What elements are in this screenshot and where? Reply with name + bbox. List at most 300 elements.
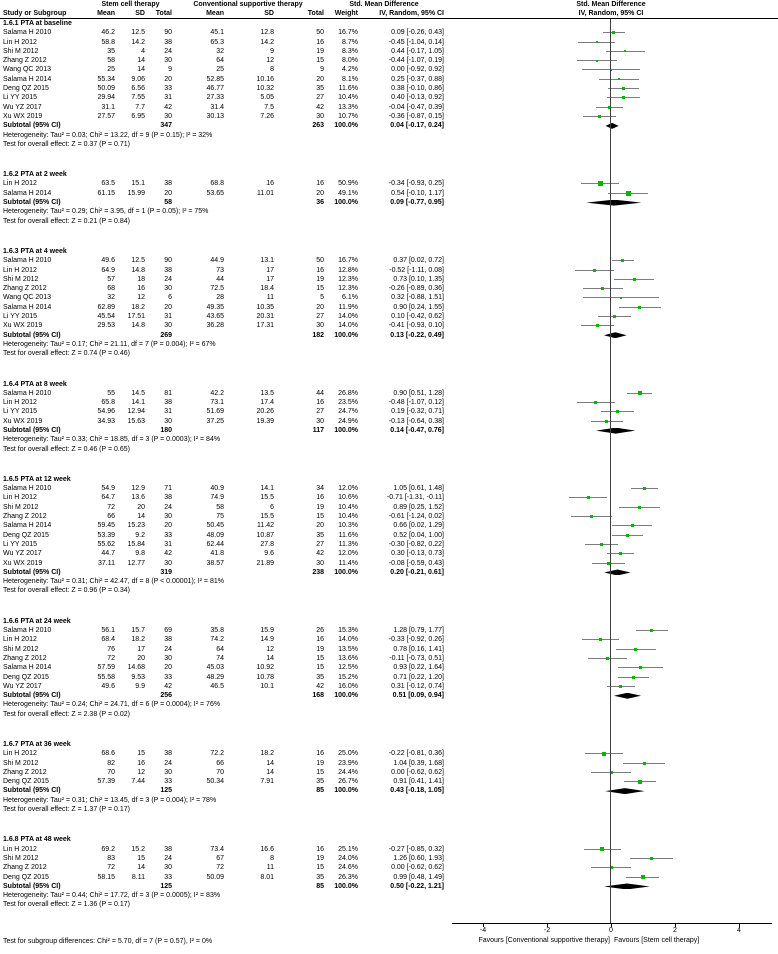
total-conv: 15 (316, 864, 324, 872)
sd-stem: 20 (137, 503, 145, 511)
subtotal-total-stem: 319 (160, 568, 172, 576)
subtotal-label: Subtotal (95% CI) (3, 331, 61, 339)
mean-conv: 43.65 (206, 313, 224, 321)
total-conv: 20 (316, 303, 324, 311)
blank (89, 786, 115, 795)
sd-stem: 9.53 (131, 673, 145, 681)
total-conv: 19 (316, 275, 324, 283)
study-name: Deng QZ 2015 (3, 85, 49, 93)
overall-effect-note-row (0, 586, 778, 595)
subtotal-weight: 100.0% (334, 331, 358, 339)
sd-stem: 12.94 (127, 408, 145, 416)
mean-stem: 25 (107, 66, 115, 74)
mean-conv: 45.1 (210, 29, 224, 37)
study-name: Salama H 2014 (3, 75, 52, 83)
weight-value: 8.7% (342, 38, 358, 46)
forest-plot-body (0, 19, 778, 910)
total-conv: 35 (316, 673, 324, 681)
total-stem: 90 (164, 29, 172, 37)
study-name: Li YY 2015 (3, 540, 37, 548)
plot-cell (444, 805, 778, 814)
total-conv: 19 (316, 47, 324, 55)
smd-ci-text: 0.66 [0.02, 1.29] (393, 522, 444, 530)
effect-marker (638, 506, 641, 509)
total-stem: 31 (164, 408, 172, 416)
zero-reference-line (610, 19, 611, 923)
weight-value: 10.4% (338, 94, 358, 102)
mean-stem: 57 (107, 275, 115, 283)
mean-conv: 66 (216, 759, 224, 767)
study-name: Wu YZ 2017 (3, 103, 42, 111)
study-row (0, 768, 778, 777)
mean-conv: 51.69 (206, 408, 224, 416)
mean-stem: 62.89 (97, 303, 115, 311)
blank (224, 882, 274, 891)
subtotal-total-conv: 36 (316, 199, 324, 207)
study-name: Lin H 2012 (3, 636, 37, 644)
sd-conv: 9 (270, 47, 274, 55)
total-conv: 35 (316, 873, 324, 881)
total-stem: 20 (164, 189, 172, 197)
smd-ci-text: 0.90 [0.24, 1.55] (393, 303, 444, 311)
heterogeneity-note-row (0, 577, 778, 586)
plot-cell (444, 577, 778, 586)
study-name: Shi M 2012 (3, 854, 39, 862)
plot-cell (444, 284, 778, 293)
sd-conv: 15.9 (260, 627, 274, 635)
effect-marker (621, 259, 624, 262)
study-row (0, 112, 778, 121)
sd-stem: 4 (141, 47, 145, 55)
study-name: Li YY 2015 (3, 313, 37, 321)
smd-ci-text: -0.11 [-0.73, 0.51] (389, 654, 444, 662)
heterogeneity-note: Heterogeneity: Tau² = 0.24; Chi² = 24.71, df = 6 (P = 0.0004); I² = 76% (3, 701, 221, 709)
effect-marker (590, 515, 593, 518)
mean-conv: 41.8 (210, 550, 224, 558)
total-conv: 27 (316, 540, 324, 548)
section-title: 1.6.6 PTA at 24 week (3, 617, 71, 625)
blank (224, 121, 274, 130)
mean-stem: 29.53 (97, 322, 115, 330)
study-row (0, 407, 778, 416)
effect-marker (626, 534, 629, 537)
weight-value: 14.0% (338, 636, 358, 644)
subtotal-smd-ci-text: 0.20 [-0.21, 0.61] (390, 568, 444, 576)
sd-conv: 13.1 (260, 257, 274, 265)
smd-ci-text: 0.31 [-0.12, 0.74] (391, 682, 444, 690)
blank (224, 786, 274, 795)
sd-stem: 14 (137, 864, 145, 872)
sd-stem: 14 (137, 513, 145, 521)
subtotal-row (0, 121, 778, 130)
mean-stem: 82 (107, 759, 115, 767)
sd-conv: 17.31 (256, 322, 274, 330)
study-row (0, 540, 778, 549)
smd-ci-text: -0.13 [-0.64, 0.38] (388, 417, 444, 425)
sd-stem: 14.8 (131, 266, 145, 274)
total-stem: 30 (164, 864, 172, 872)
subtotal-diamond (604, 569, 630, 575)
study-row (0, 854, 778, 863)
blank (89, 426, 115, 435)
effect-marker (622, 87, 625, 90)
overall-effect-note-row (0, 445, 778, 454)
total-conv: 27 (316, 313, 324, 321)
plot-cell (444, 303, 778, 312)
smd-ci-text: 1.26 [0.60, 1.93] (393, 854, 444, 862)
sd-conv: 11 (266, 864, 274, 872)
study-row (0, 103, 778, 112)
smd-ci-text: 0.00 [-0.92, 0.92] (391, 66, 444, 74)
subtotal-label: Subtotal (95% CI) (3, 199, 61, 207)
mean-stem: 61.15 (97, 189, 115, 197)
total-conv: 27 (316, 408, 324, 416)
blank (172, 198, 224, 207)
total-conv: 15 (316, 57, 324, 65)
smd-ci-text: -0.44 [-1.07, 0.19] (388, 57, 444, 65)
sd-stem: 7.44 (131, 778, 145, 786)
section-title: 1.6.3 PTA at 4 week (3, 247, 67, 255)
study-row (0, 503, 778, 512)
sd-stem: 12.9 (131, 485, 145, 493)
total-conv: 30 (316, 112, 324, 120)
subtotal-row (0, 426, 778, 435)
mean-conv: 73 (216, 266, 224, 274)
total-stem: 38 (164, 750, 172, 758)
sd-stem: 15.63 (127, 417, 145, 425)
study-row (0, 179, 778, 188)
study-row (0, 635, 778, 644)
total-conv: 50 (316, 29, 324, 37)
study-name: Wu YZ 2017 (3, 682, 42, 690)
plot-cell (444, 900, 778, 909)
total-stem: 24 (164, 275, 172, 283)
effect-marker (598, 115, 601, 118)
study-row (0, 293, 778, 302)
effect-marker (643, 487, 646, 490)
weight-value: 8.3% (342, 47, 358, 55)
blank (115, 198, 145, 207)
total-conv: 35 (316, 531, 324, 539)
mean-stem: 63.5 (101, 180, 115, 188)
mean-conv: 64 (216, 645, 224, 653)
mean-stem: 54.96 (97, 408, 115, 416)
subtotal-weight: 100.0% (334, 787, 358, 795)
overall-effect-note: Test for overall effect: Z = 0.74 (P = 0.46) (3, 350, 130, 358)
study-name: Zhang Z 2012 (3, 285, 47, 293)
weight-value: 24.9% (338, 417, 358, 425)
total-stem: 20 (164, 75, 172, 83)
sd-conv: 20.31 (256, 313, 274, 321)
subtotal-weight: 100.0% (334, 122, 358, 130)
sd-stem: 18.2 (131, 303, 145, 311)
effect-marker (634, 648, 637, 651)
x-axis-line (452, 923, 772, 924)
sd-conv: 12.8 (260, 29, 274, 37)
total-stem: 42 (164, 103, 172, 111)
smd-ci-text: -0.04 [-0.47, 0.39] (388, 103, 444, 111)
mean-conv: 53.65 (206, 189, 224, 197)
total-stem: 30 (164, 112, 172, 120)
total-conv: 16 (316, 494, 324, 502)
smd-ci-text: -0.22 [-0.81, 0.36] (388, 750, 444, 758)
section-title: 1.6.1 PTA at baseline (3, 20, 72, 27)
plot-cell (444, 312, 778, 321)
plot-cell (444, 873, 778, 882)
mean-stem: 72 (107, 503, 115, 511)
weight-value: 10.6% (338, 494, 358, 502)
sd-conv: 8 (270, 854, 274, 862)
smd-ci-text: 0.32 [-0.88, 1.51] (391, 294, 444, 302)
group-header-row (0, 0, 778, 9)
smd-ci-text: 0.93 [0.22, 1.64] (393, 664, 444, 672)
mean-stem: 55.62 (97, 540, 115, 548)
smd-ci-text: 1.05 [0.61, 1.48] (393, 485, 444, 493)
blank (224, 568, 274, 577)
study-row (0, 417, 778, 426)
sd-conv: 14 (266, 768, 274, 776)
sd-conv: 6 (270, 503, 274, 511)
study-name: Shi M 2012 (3, 645, 39, 653)
subtotal-total-conv: 117 (312, 426, 324, 434)
section-gap (0, 149, 778, 170)
weight-value: 12.8% (338, 266, 358, 274)
sd-conv: 12 (266, 645, 274, 653)
effect-marker (650, 857, 653, 860)
effect-marker (626, 191, 631, 196)
blank (115, 331, 145, 340)
mean-conv: 73.1 (210, 399, 224, 407)
plot-cell (444, 682, 778, 691)
sd-conv: 18.4 (260, 285, 274, 293)
study-row (0, 512, 778, 521)
study-row (0, 863, 778, 872)
mean-stem: 76 (107, 645, 115, 653)
mean-conv: 35.8 (210, 627, 224, 635)
study-row (0, 663, 778, 672)
plot-cell (444, 207, 778, 216)
subtotal-smd-ci-text: 0.50 [-0.22, 1.21] (390, 882, 444, 890)
total-stem: 24 (164, 503, 172, 511)
mean-stem: 72 (107, 864, 115, 872)
study-name: Shi M 2012 (3, 759, 39, 767)
sd-conv: 14.1 (260, 485, 274, 493)
mean-conv: 44 (216, 275, 224, 283)
study-row (0, 189, 778, 198)
sd-stem: 7.55 (131, 94, 145, 102)
overall-effect-note: Test for overall effect: Z = 0.37 (P = 0.71) (3, 140, 130, 148)
weight-value: 8.1% (342, 75, 358, 83)
smd-ci-text: 0.25 [-0.37, 0.88] (391, 75, 444, 83)
sd-stem: 12 (137, 768, 145, 776)
smd-ci-text: -0.36 [-0.87, 0.15] (388, 112, 444, 120)
mean-stem: 44.7 (101, 550, 115, 558)
total-stem: 30 (164, 285, 172, 293)
total-stem: 30 (164, 513, 172, 521)
sd-conv: 10.32 (256, 85, 274, 93)
blank (224, 331, 274, 340)
total-conv: 16 (316, 266, 324, 274)
mean-conv: 50.34 (206, 778, 224, 786)
study-name: Salama H 2014 (3, 522, 52, 530)
smd-ci-text: 0.54 [-0.10, 1.17] (391, 189, 444, 197)
mean-stem: 64.7 (101, 494, 115, 502)
smd-ci-text: 1.04 [0.39, 1.68] (393, 759, 444, 767)
heterogeneity-note: Heterogeneity: Tau² = 0.44; Chi² = 17.72, df = 3 (P = 0.0005); I² = 83% (3, 892, 221, 900)
total-stem: 38 (164, 266, 172, 274)
mean-conv: 46.5 (210, 682, 224, 690)
axis-tick-label: 0 (609, 927, 613, 934)
subtotal-row (0, 691, 778, 700)
mean-stem: 69.2 (101, 845, 115, 853)
study-name: Li YY 2015 (3, 408, 37, 416)
plot-cell (444, 349, 778, 358)
mean-stem: 34.93 (97, 417, 115, 425)
axis-tick-label: 2 (673, 927, 677, 934)
subtotal-weight: 100.0% (334, 426, 358, 434)
heterogeneity-note: Heterogeneity: Tau² = 0.31; Chi² = 42.47, df = 8 (P < 0.00001); I² = 81% (3, 578, 224, 586)
weight-value: 26.8% (338, 389, 358, 397)
weight-value: 11.3% (338, 540, 358, 548)
mean-stem: 70 (107, 768, 115, 776)
weight-value: 12.0% (338, 550, 358, 558)
mean-conv: 50.09 (206, 873, 224, 881)
section-title: 1.6.5 PTA at 12 week (3, 475, 71, 483)
heterogeneity-note: Heterogeneity: Tau² = 0.17; Chi² = 21.11, df = 7 (P = 0.004); I² = 67% (3, 340, 216, 348)
plot-cell (444, 749, 778, 758)
total-stem: 42 (164, 682, 172, 690)
plot-cell (444, 891, 778, 900)
weight-value: 16.7% (338, 257, 358, 265)
smd-ci-text: 0.91 [0.41, 1.41] (393, 778, 444, 786)
subtotal-label: Subtotal (95% CI) (3, 426, 61, 434)
plot-cell (444, 617, 778, 626)
sd-conv: 27.8 (260, 540, 274, 548)
mean-stem: 58.8 (101, 38, 115, 46)
plot-cell (444, 112, 778, 121)
effect-marker (639, 666, 642, 669)
study-row (0, 321, 778, 330)
mean-stem: 56.1 (101, 627, 115, 635)
plot-cell (444, 673, 778, 682)
sd-conv: 10.78 (256, 673, 274, 681)
column-header-mean2: Mean (206, 10, 224, 17)
mean-conv: 62.44 (206, 540, 224, 548)
study-name: Lin H 2012 (3, 845, 37, 853)
plot-cell (444, 796, 778, 805)
total-conv: 19 (316, 503, 324, 511)
mean-stem: 27.57 (97, 112, 115, 120)
blank (115, 426, 145, 435)
weight-value: 14.0% (338, 313, 358, 321)
smd-ci-text: 0.37 [0.02, 0.72] (393, 257, 444, 265)
sd-stem: 14.5 (131, 389, 145, 397)
total-conv: 16 (316, 636, 324, 644)
plot-cell (444, 331, 778, 340)
effect-marker (616, 410, 619, 413)
total-stem: 9 (168, 66, 172, 74)
total-stem: 42 (164, 550, 172, 558)
weight-value: 11.9% (338, 303, 358, 311)
plot-cell (444, 740, 778, 749)
blank (172, 882, 224, 891)
total-stem: 20 (164, 664, 172, 672)
plot-cell (444, 121, 778, 130)
plot-cell (444, 559, 778, 568)
study-row (0, 549, 778, 558)
study-name: Wang QC 2013 (3, 66, 51, 74)
mean-stem: 45.54 (97, 313, 115, 321)
sd-conv: 10.16 (256, 75, 274, 83)
effect-marker (612, 31, 615, 34)
study-name: Salama H 2010 (3, 389, 52, 397)
total-stem: 33 (164, 873, 172, 881)
plot-cell (444, 321, 778, 330)
smd-ci-text: -0.27 [-0.85, 0.32] (388, 845, 444, 853)
total-stem: 38 (164, 845, 172, 853)
study-row (0, 559, 778, 568)
column-header-weight: Weight (334, 10, 358, 17)
mean-conv: 65.3 (210, 38, 224, 46)
total-stem: 24 (164, 47, 172, 55)
mean-conv: 73.4 (210, 845, 224, 853)
plot-cell (444, 493, 778, 502)
plot-cell (444, 389, 778, 398)
weight-value: 13.3% (338, 103, 358, 111)
mean-stem: 68 (107, 285, 115, 293)
total-conv: 19 (316, 759, 324, 767)
study-name: Salama H 2010 (3, 485, 52, 493)
column-header-sd1: SD (135, 10, 145, 17)
sd-stem: 9.8 (135, 550, 145, 558)
subtotal-weight: 100.0% (334, 199, 358, 207)
smd-ci-text: 0.99 [0.48, 1.49] (393, 873, 444, 881)
effect-marker (605, 420, 608, 423)
column-header-study: Study or Subgroup (3, 10, 67, 17)
mean-conv: 64 (216, 57, 224, 65)
plot-cell (444, 256, 778, 265)
smd-ci-text: 0.19 [-0.32, 0.71] (391, 408, 444, 416)
sd-conv: 7.26 (260, 112, 274, 120)
smd-ci-text: 0.52 [0.04, 1.00] (393, 531, 444, 539)
plot-cell (444, 198, 778, 207)
effect-marker (650, 629, 653, 632)
total-stem: 20 (164, 303, 172, 311)
mean-stem: 68.6 (101, 750, 115, 758)
plot-cell (444, 710, 778, 719)
weight-value: 25.1% (338, 845, 358, 853)
mean-conv: 46.77 (206, 85, 224, 93)
sd-stem: 20 (137, 654, 145, 662)
study-name: Salama H 2014 (3, 189, 52, 197)
study-row (0, 75, 778, 84)
study-name: Wang QC 2013 (3, 294, 51, 302)
sd-stem: 9.06 (131, 75, 145, 83)
sd-conv: 17 (266, 266, 274, 274)
subtotal-smd-ci-text: 0.43 [-0.18, 1.05] (390, 787, 444, 795)
overall-effect-note-row (0, 140, 778, 149)
mean-stem: 68.4 (101, 636, 115, 644)
subtotal-total-conv: 168 (312, 692, 324, 700)
mean-stem: 64.9 (101, 266, 115, 274)
section-gap (0, 226, 778, 247)
weight-value: 11.6% (338, 531, 358, 539)
sd-conv: 12 (266, 57, 274, 65)
study-name: Wu YZ 2017 (3, 550, 42, 558)
study-row (0, 845, 778, 854)
section-gap (0, 719, 778, 740)
mean-conv: 50.45 (206, 522, 224, 530)
